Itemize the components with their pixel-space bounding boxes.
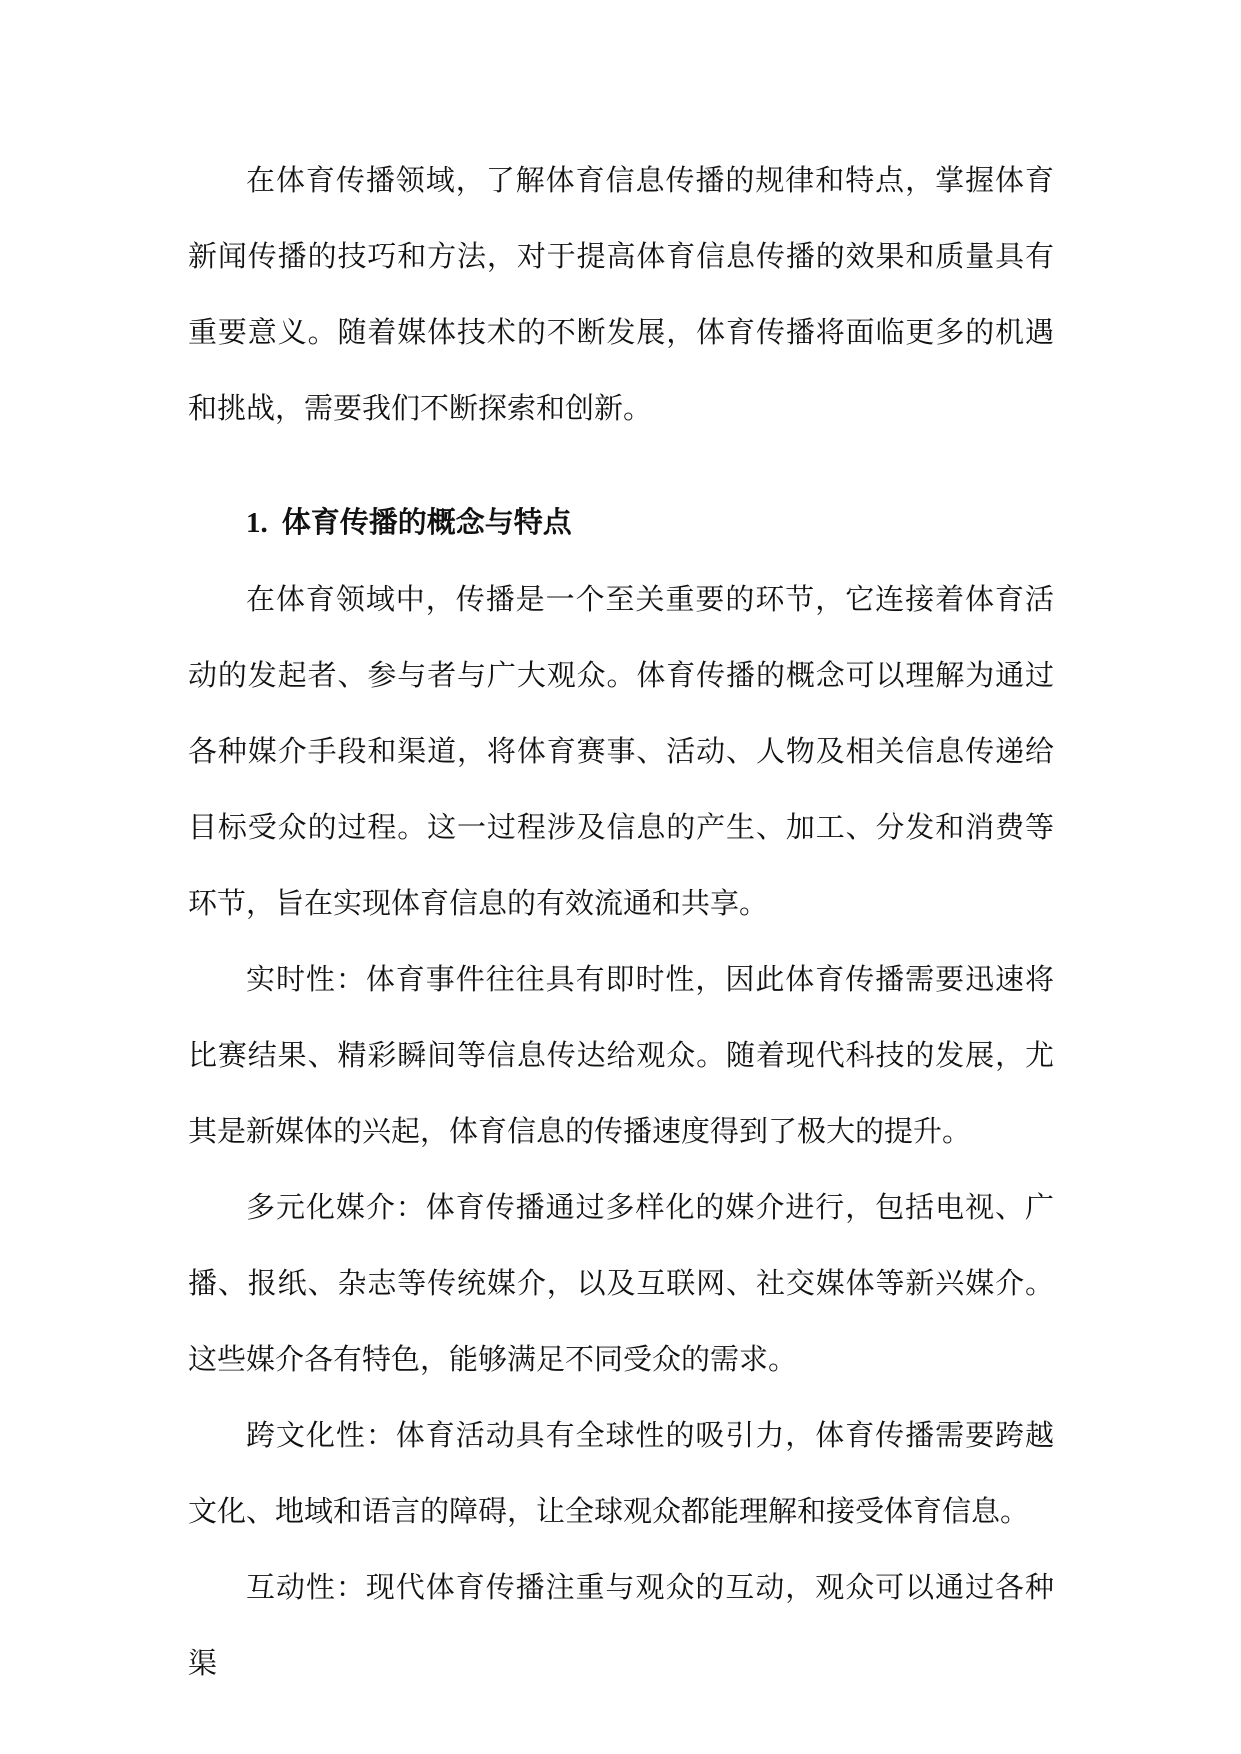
body-paragraph-realtime: 实时性：体育事件往往具有即时性，因此体育传播需要迅速将比赛结果、精彩瞬间等信息传达给观众。随着现代科技的发展，尤其是新媒体的兴起，体育信息的传播速度得到了极大的提升。 <box>188 962 1054 1148</box>
intro-paragraph: 在体育传播领域，了解体育信息传播的规律和特点，掌握体育新闻传播的技巧和方法，对于提高体育信息传播的效果和质量具有重要意义。随着媒体技术的不断发展，体育传播将面临更多的机遇和挑战，需要我们不断探索和创新。 <box>188 163 1054 425</box>
body-paragraph-crosscultural: 跨文化性：体育活动具有全球性的吸引力，体育传播需要跨越文化、地域和语言的障碍，让全球观众都能理解和接受体育信息。 <box>188 1418 1054 1528</box>
section-heading <box>188 484 1054 561</box>
section-number: 1. <box>246 507 268 539</box>
document-body <box>188 142 1054 1701</box>
body-paragraph-concept: 在体育领域中，传播是一个至关重要的环节，它连接着体育活动的发起者、参与者与广大观众。体育传播的概念可以理解为通过各种媒介手段和渠道，将体育赛事、活动、人物及相关信息传递给目标受众的过程。这一过程涉及信息的产生、加工、分发和消费等环节，旨在实现体育信息的有效流通和共享。 <box>188 582 1054 920</box>
section-title: 体育传播的概念与特点 <box>281 505 572 539</box>
body-paragraph-interactive: 互动性：现代体育传播注重与观众的互动，观众可以通过各种渠 <box>188 1570 1054 1680</box>
body-paragraph-media: 多元化媒介：体育传播通过多样化的媒介进行，包括电视、广播、报纸、杂志等传统媒介，以及互联网、社交媒体等新兴媒介。这些媒介各有特色，能够满足不同受众的需求。 <box>188 1190 1054 1376</box>
